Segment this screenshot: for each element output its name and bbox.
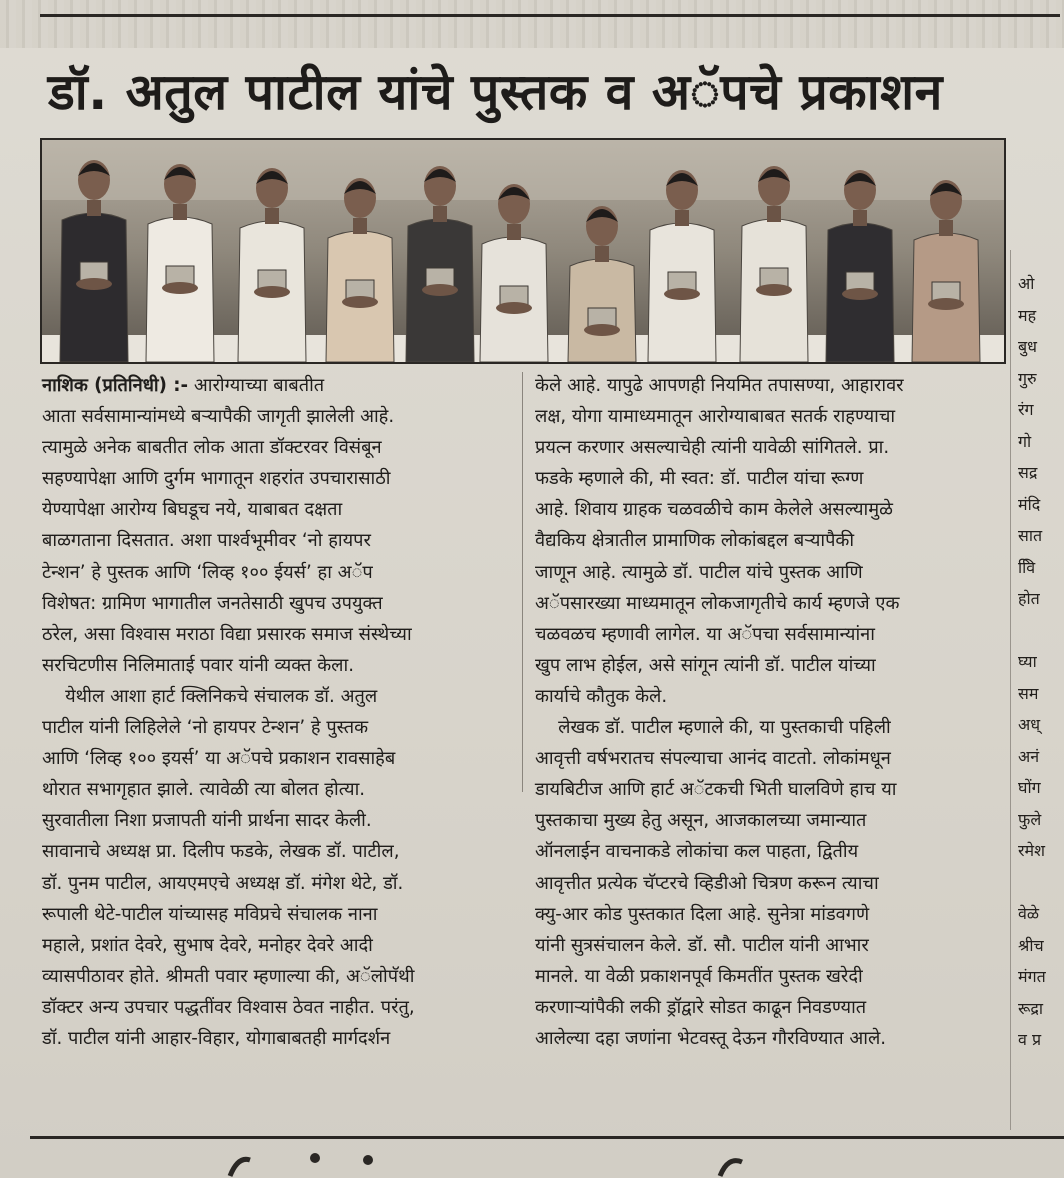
side-column-line: श्रीच (1018, 935, 1044, 955)
article-line: फडके म्हणाले की, मी स्वत: डॉ. पाटील यांचा रूग्ण (535, 468, 864, 490)
article-line: मानले. या वेळी प्रकाशनपूर्व किमतींत पुस्तक खरेदी (535, 965, 863, 987)
side-column-line: घोंग (1018, 778, 1041, 797)
side-column-line: विि (1018, 557, 1036, 577)
article-line: विशेषत: ग्रामिण भागातील जनतेसाठी खुपच उपयुक्त (42, 592, 383, 614)
event-photo (40, 138, 1006, 364)
article-line: करणाऱ्यांपैकी लकी ड्रॉद्वारे सोडत काढून निवडण्यात (535, 996, 867, 1018)
article-line: क्यु-आर कोड पुस्तकात दिला आहे. सुनेत्रा मांडवगणे (535, 903, 870, 925)
side-column-line: फुले (1018, 809, 1042, 829)
article-line: लेखक डॉ. पाटील म्हणाले की, या पुस्तकाची पहिली (535, 717, 891, 739)
article-line: आणि ‘लिव्ह १०० इयर्स’ या अॅपचे प्रकाशन रावसाहेब (42, 748, 396, 770)
article-line: जाणून आहे. त्यामुळे डॉ. पाटील यांचे पुस्तक आणि (535, 561, 863, 583)
article-line: बाळगताना दिसतात. अशा पार्श्वभूमीवर ‘नो हायपर (42, 530, 371, 552)
side-column-line: मंगत (1018, 967, 1046, 986)
article-line-lede (42, 370, 512, 401)
side-column-line (1018, 615, 1064, 647)
article-line: ठरेल, असा विश्वास मराठा विद्या प्रसारक समाज संस्थेच्या (42, 623, 412, 645)
article-line: आवृत्ती वर्षभरातच संपल्याचा आनंद वाटतो. लोकांमधून (535, 748, 891, 770)
article-line: केले आहे. यापुढे आपणही नियमित तपासण्या, आहारावर (535, 375, 904, 396)
article-line: आता सर्वसामान्यांमध्ये बऱ्यापैकी जागृती झालेली आहे. (42, 406, 395, 428)
article-line: अॅपसारख्या माध्यमातून लोकजागृतीचे कार्य म्हणजे एक (535, 592, 900, 614)
article-line: डायबिटीज आणि हार्ट अॅटकची भिती घालविणे हाच या (535, 779, 897, 801)
article-line: येण्यापेक्षा आरोग्य बिघडूच नये, याबाबत दक्षता (42, 499, 343, 521)
side-column-line: घ्या (1018, 652, 1037, 671)
side-column-line (1018, 867, 1064, 899)
top-divider-rule (40, 14, 1060, 17)
previous-article-strip (0, 0, 1064, 48)
article-line: प्रयत्न करणार असल्याचेही त्यांनी यावेळी सांगितले. प्रा. (535, 437, 890, 459)
adjacent-article-column (1018, 268, 1064, 1056)
side-column-line: गो (1018, 431, 1032, 451)
article-line: ऑनलाईन वाचनाकडे लोकांचा कल पाहता, द्वितीय (535, 841, 859, 863)
article-line: सरचिटणीस निलिमाताई पवार यांनी व्यक्त केला. (42, 654, 354, 676)
article-line: व्यासपीठावर होते. श्रीमती पवार म्हणाल्या की, अॅलोपॅथी (42, 965, 415, 987)
side-column-line: सम (1018, 683, 1039, 703)
article-line: सावानाचे अध्यक्ष प्रा. दिलीप फडके, लेखक डॉ. पाटील, (42, 841, 400, 863)
article-line: रूपाली थेटे-पाटील यांच्यासह मविप्रचे संचालक नाना (42, 903, 378, 925)
side-column-line: बुध (1018, 337, 1037, 356)
side-column-line: मंदि (1018, 494, 1041, 514)
side-column-line: रमेश (1018, 841, 1045, 860)
article-line: येथील आशा हार्ट क्लिनिकचे संचालक डॉ. अतुल (42, 685, 378, 707)
article-line: सहण्यापेक्षा आणि दुर्गम भागातून शहरांत उपचारासाठी (42, 468, 391, 490)
side-column-divider (1010, 250, 1011, 1130)
side-column-line: अनं (1018, 746, 1040, 766)
article-column-1 (42, 370, 512, 1054)
article-line: कार्याचे कौतुक केले. (535, 685, 668, 707)
article-line: टेन्शन’ हे पुस्तक आणि ‘लिव्ह १०० ईयर्स’ हा अॅप (42, 561, 373, 583)
article-line: वैद्यकिय क्षेत्रातील प्रामाणिक लोकांबद्दल बऱ्यापैकी (535, 530, 855, 552)
column-divider (522, 372, 523, 792)
article-line: खुप लाभ होईल, असे सांगून त्यांनी डॉ. पाटील यांच्या (535, 654, 876, 676)
side-column-line: अध् (1018, 715, 1041, 734)
article-line: पुस्तकाचा मुख्य हेतु असून, आजकालच्या जमान्यात (535, 810, 867, 832)
next-article-fragment (220, 1150, 780, 1178)
side-column-line: गुरु (1018, 368, 1037, 388)
article-column-2 (535, 370, 1005, 1054)
article-line: डॉक्टर अन्य उपचार पद्धतींवर विश्वास ठेवत नाहीत. परंतु, (42, 996, 415, 1018)
article-headline: डॉ. अतुल पाटील यांचे पुस्तक व अॅपचे प्रकाशन (48, 63, 943, 121)
event-photo-drawing (42, 140, 1004, 362)
article-line: आवृत्तीत प्रत्येक चॅप्टरचे व्हिडीओ चित्रण करून त्याचा (535, 872, 879, 894)
side-column-line: रूद्रा (1018, 998, 1044, 1018)
side-column-line: वेळे (1018, 904, 1040, 923)
article-line: पाटील यांनी लिहिलेले ‘नो हायपर टेन्शन’ हे पुस्तक (42, 717, 369, 739)
article-line: महाले, प्रशांत देवरे, सुभाष देवरे, मनोहर देवरे आदी (42, 934, 373, 956)
article-dateline: नाशिक (प्रतिनिधी) :- (42, 375, 189, 396)
bottom-divider-rule (30, 1136, 1064, 1139)
article-line: यांनी सुत्रसंचालन केले. डॉ. सौ. पाटील यांनी आभार (535, 934, 869, 956)
side-column-line: मह (1018, 305, 1037, 325)
side-column-line: रंग (1018, 400, 1034, 419)
article-line: लक्ष, योगा यामाध्यमातून आरोग्याबाबत सतर्क राहण्याचा (535, 406, 896, 428)
article-line: सुरवातीला निशा प्रजापती यांनी प्रार्थना सादर केली. (42, 810, 372, 832)
article-line: थोरात सभागृहात झाले. त्यावेळी त्या बोलत होत्या. (42, 779, 366, 801)
side-column-line: सद्र (1018, 463, 1038, 482)
article-line: डॉ. पुनम पाटील, आयएमएचे अध्यक्ष डॉ. मंगेश थेटे, डॉ. (42, 872, 404, 894)
side-column-line: व प्र (1018, 1030, 1042, 1049)
article-line: डॉ. पाटील यांनी आहार-विहार, योगाबाबतही मार्गदर्शन (42, 1027, 391, 1049)
article-line: आहे. शिवाय ग्राहक चळवळीचे काम केलेले असल्यामुळे (535, 499, 893, 521)
side-column-line: ओ (1018, 274, 1035, 293)
article-line: त्यामुळे अनेक बाबतीत लोक आता डॉक्टरवर विसंबून (42, 437, 382, 459)
side-column-line: होत (1018, 589, 1040, 608)
article-line: चळवळच म्हणावी लागेल. या अॅपचा सर्वसामान्यांना (535, 623, 875, 645)
article-line: आरोग्याच्या बाबतीत (188, 375, 325, 396)
article-line: आलेल्या दहा जणांना भेटवस्तू देऊन गौरविण्यात आले. (535, 1027, 887, 1049)
side-column-line: सात (1018, 526, 1043, 545)
